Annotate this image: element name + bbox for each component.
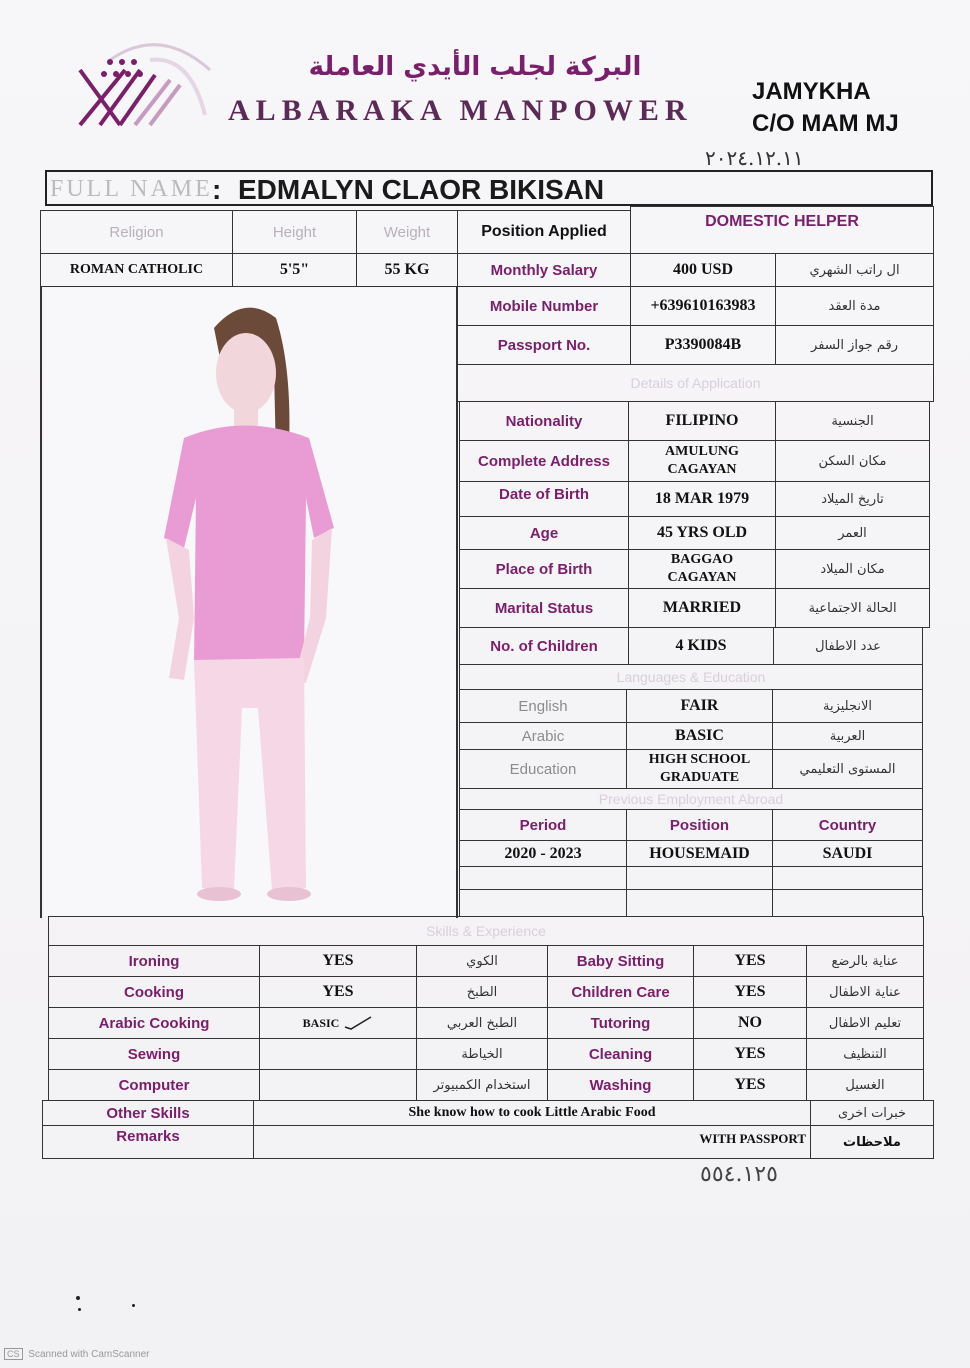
marital-label: Marital Status — [459, 588, 629, 628]
height-value: 5'5" — [232, 253, 357, 287]
camscanner-badge: CS — [4, 1348, 23, 1360]
skill-childrencare-value: YES — [693, 976, 807, 1008]
employment-empty-cell — [459, 889, 627, 917]
company-name-arabic: البركة لجلب الأيدي العاملة — [308, 52, 642, 82]
skill-computer-label: Computer — [48, 1069, 260, 1101]
skill-arabiccooking-label: Arabic Cooking — [48, 1007, 260, 1039]
other-skills-label: Other Skills — [42, 1100, 254, 1126]
dob-value: 18 MAR 1979 — [628, 481, 776, 517]
skill-sewing-arabic: الخياطة — [416, 1038, 548, 1070]
age-value: 45 YRS OLD — [628, 516, 776, 550]
employment-empty-cell — [772, 889, 923, 917]
scanner-watermark — [4, 1348, 149, 1360]
skill-washing-value: YES — [693, 1069, 807, 1101]
skill-ironing-arabic: الكوي — [416, 945, 548, 977]
arabic-arabic: العربية — [772, 722, 923, 750]
skill-sewing-value — [259, 1038, 417, 1070]
education-value: HIGH SCHOOL GRADUATE — [626, 749, 773, 789]
employment-position: HOUSEMAID — [626, 840, 773, 867]
frame-line — [40, 286, 42, 918]
skill-babysitting-label: Baby Sitting — [547, 945, 694, 977]
mobile-arabic: مدة العقد — [775, 286, 934, 326]
skill-arabiccooking-value: BASIC — [302, 1016, 340, 1030]
skill-computer-arabic: استخدام الكمبيوتر — [416, 1069, 548, 1101]
employment-empty-cell — [772, 866, 923, 890]
religion-value: ROMAN CATHOLIC — [40, 253, 233, 287]
dob-label: Date of Birth — [459, 481, 629, 517]
children-value: 4 KIDS — [628, 627, 774, 665]
skill-babysitting-arabic: عناية بالرضع — [806, 945, 924, 977]
skill-tutoring-value: NO — [693, 1007, 807, 1039]
country-header: Country — [772, 809, 923, 841]
height-label: Height — [232, 210, 357, 254]
mobile-label: Mobile Number — [457, 286, 631, 326]
frame-line — [456, 286, 458, 918]
remarks-arabic: ملاحظات — [810, 1125, 934, 1159]
handwritten-code-top: ٢٠٢٤.١٢.١١ — [705, 146, 804, 170]
skill-ironing-label: Ironing — [48, 945, 260, 977]
nationality-arabic: الجنسية — [775, 401, 930, 441]
skill-cleaning-value: YES — [693, 1038, 807, 1070]
skill-computer-value — [259, 1069, 417, 1101]
employment-section-header: Previous Employment Abroad — [459, 788, 923, 810]
albaraka-logo-icon — [70, 30, 220, 130]
languages-section-header: Languages & Education — [459, 664, 923, 690]
position-applied-value: DOMESTIC HELPER — [630, 206, 934, 254]
dob-arabic: تاريخ الميلاد — [775, 481, 930, 517]
skill-arabiccooking-value-cell — [259, 1007, 417, 1039]
english-label: English — [459, 689, 627, 723]
skills-section-header: Skills & Experience — [48, 916, 924, 946]
scan-speck — [78, 1308, 81, 1311]
skill-washing-label: Washing — [547, 1069, 694, 1101]
nationality-label: Nationality — [459, 401, 629, 441]
skill-arabiccooking-arabic: الطبخ العربي — [416, 1007, 548, 1039]
english-arabic: الانجليزية — [772, 689, 923, 723]
employment-period: 2020 - 2023 — [459, 840, 627, 867]
religion-label: Religion — [40, 210, 233, 254]
handwritten-code-bottom: ٥٥٤.١٢٥ — [700, 1162, 778, 1187]
english-value: FAIR — [626, 689, 773, 723]
employment-empty-cell — [459, 866, 627, 890]
pob-label: Place of Birth — [459, 549, 629, 589]
arabic-value: BASIC — [626, 722, 773, 750]
address-label: Complete Address — [459, 440, 629, 482]
applicant-photo — [44, 288, 456, 916]
company-name-english: ALBARAKA MANPOWER — [228, 94, 693, 127]
mobile-value: +639610163983 — [630, 286, 776, 326]
education-label: Education — [459, 749, 627, 789]
skill-sewing-label: Sewing — [48, 1038, 260, 1070]
pob-arabic: مكان الميلاد — [775, 549, 930, 589]
scan-speck — [132, 1304, 135, 1307]
address-value: AMULUNG CAGAYAN — [628, 440, 776, 482]
children-label: No. of Children — [459, 627, 629, 665]
skill-childrencare-arabic: عناية الاطفال — [806, 976, 924, 1008]
education-arabic: المستوى التعليمي — [772, 749, 923, 789]
address-arabic: مكان السكن — [775, 440, 930, 482]
period-header: Period — [459, 809, 627, 841]
skill-tutoring-label: Tutoring — [547, 1007, 694, 1039]
passport-value: P3390084B — [630, 325, 776, 365]
skill-ironing-value: YES — [259, 945, 417, 977]
agent-block — [752, 76, 899, 140]
full-name-value: EDMALYN CLAOR BIKISAN — [238, 174, 605, 205]
skill-babysitting-value: YES — [693, 945, 807, 977]
position-header: Position — [626, 809, 773, 841]
arabic-label: Arabic — [459, 722, 627, 750]
weight-value: 55 KG — [356, 253, 458, 287]
skill-cleaning-label: Cleaning — [547, 1038, 694, 1070]
scan-speck — [76, 1296, 80, 1300]
passport-label: Passport No. — [457, 325, 631, 365]
salary-value: 400 USD — [630, 253, 776, 287]
age-label: Age — [459, 516, 629, 550]
children-arabic: عدد الاطفال — [773, 627, 923, 665]
weight-label: Weight — [356, 210, 458, 254]
skill-cooking-value: YES — [259, 976, 417, 1008]
skill-cleaning-arabic: التنظيف — [806, 1038, 924, 1070]
person-figure-icon — [44, 288, 456, 916]
skill-childrencare-label: Children Care — [547, 976, 694, 1008]
checkmark-icon — [343, 1015, 373, 1031]
salary-arabic: ال راتب الشهري — [775, 253, 934, 287]
name-colon: : — [212, 174, 222, 205]
skill-washing-arabic: الغسيل — [806, 1069, 924, 1101]
position-applied-label: Position Applied — [457, 210, 631, 254]
other-skills-arabic: خبرات اخرى — [810, 1100, 934, 1126]
application-section-header: Details of Application — [457, 364, 934, 402]
skill-tutoring-arabic: تعليم الاطفال — [806, 1007, 924, 1039]
salary-label: Monthly Salary — [457, 253, 631, 287]
agent-line-1: JAMYKHA — [752, 78, 871, 105]
age-arabic: العمر — [775, 516, 930, 550]
employment-empty-cell — [626, 866, 773, 890]
other-skills-value: She know how to cook Little Arabic Food — [253, 1100, 811, 1126]
employment-empty-cell — [626, 889, 773, 917]
employment-country: SAUDI — [772, 840, 923, 867]
passport-arabic: رقم جواز السفر — [775, 325, 934, 365]
remarks-label: Remarks — [42, 1125, 254, 1159]
nationality-value: FILIPINO — [628, 401, 776, 441]
remarks-value: WITH PASSPORT — [253, 1125, 811, 1159]
skill-cooking-label: Cooking — [48, 976, 260, 1008]
skill-cooking-arabic: الطبخ — [416, 976, 548, 1008]
marital-value: MARRIED — [628, 588, 776, 628]
agent-line-2: C/O MAM MJ — [752, 110, 899, 137]
camscanner-text: Scanned with CamScanner — [28, 1349, 150, 1360]
marital-arabic: الحالة الاجتماعية — [775, 588, 930, 628]
pob-value: BAGGAO CAGAYAN — [628, 549, 776, 589]
full-name-label: FULL NAME — [50, 176, 213, 202]
